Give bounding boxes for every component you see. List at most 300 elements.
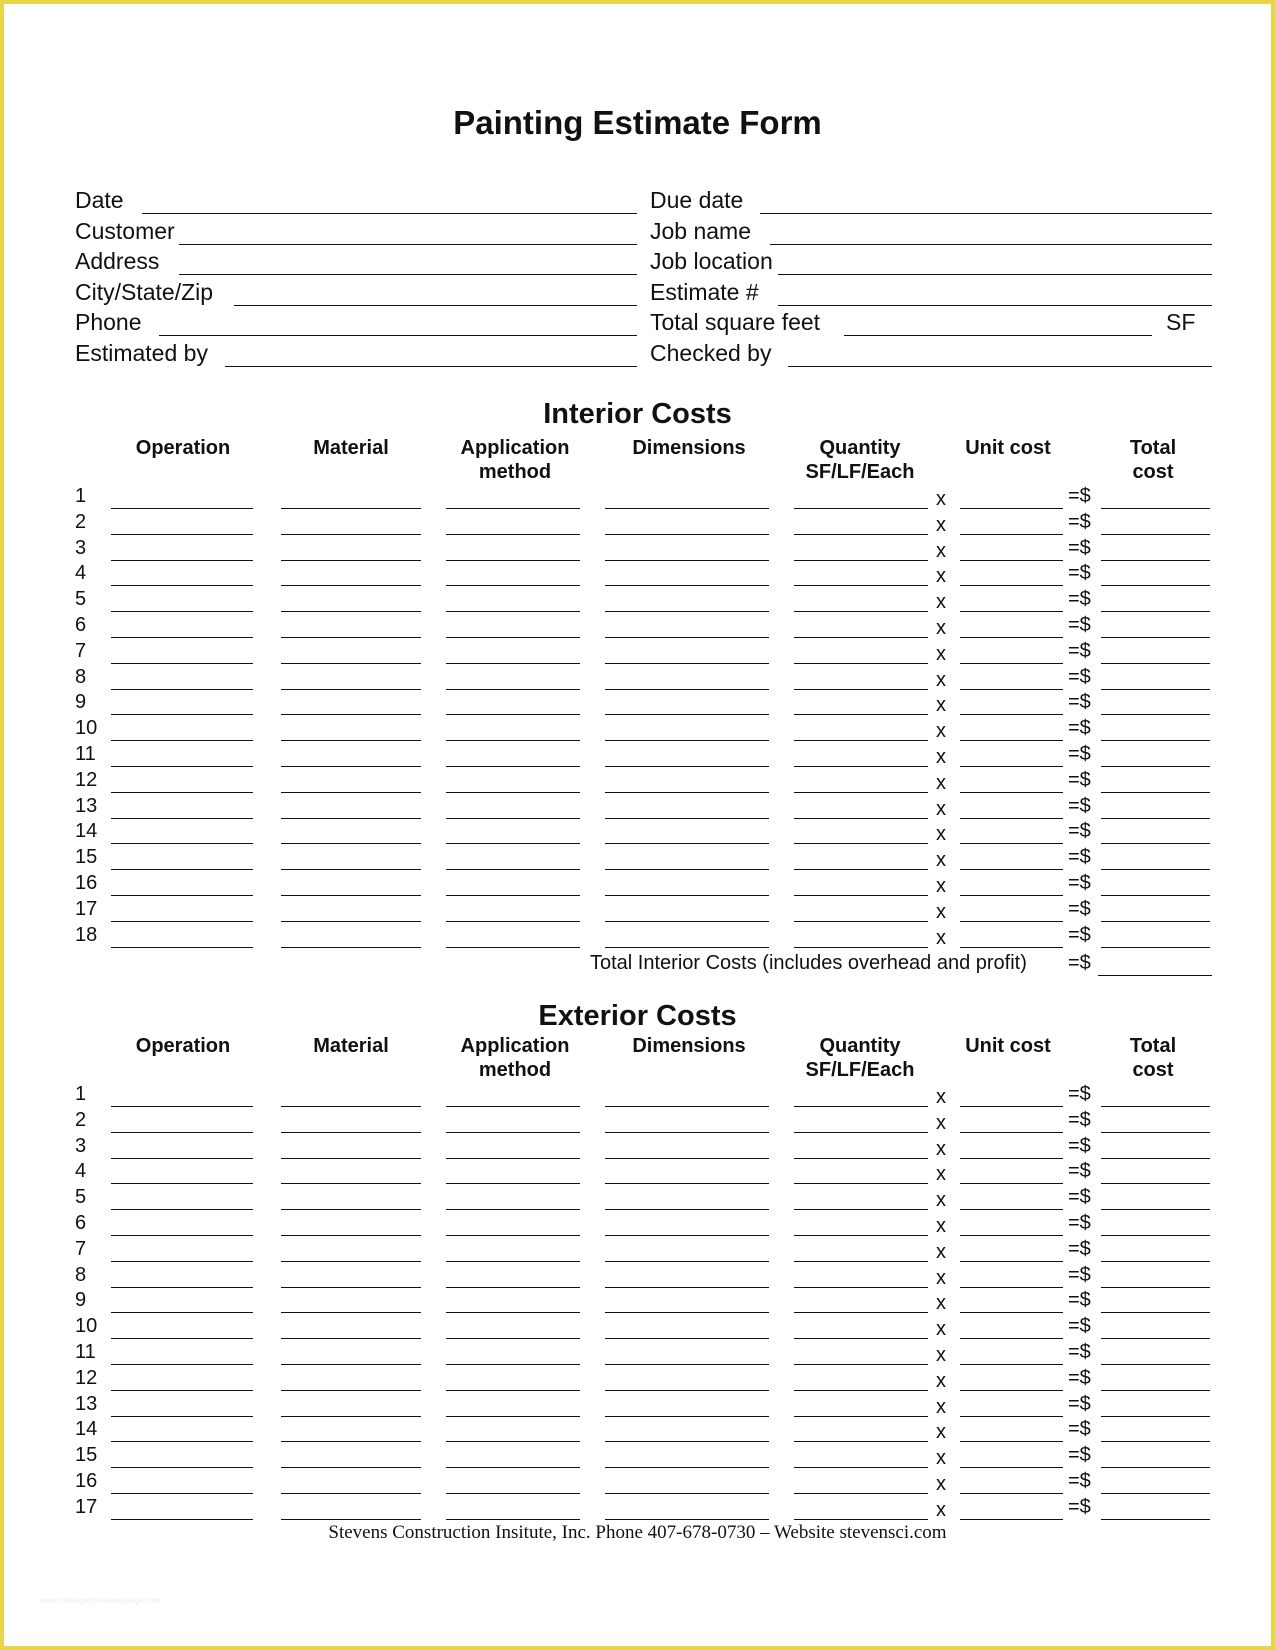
cell-input-line[interactable] [111, 1287, 253, 1288]
cell-input-line[interactable] [605, 1493, 769, 1494]
cell-input-line[interactable] [281, 637, 421, 638]
cell-input-line[interactable] [111, 1416, 253, 1417]
unit-cost-input-line[interactable] [960, 508, 1063, 509]
cell-input-line[interactable] [794, 663, 928, 664]
total-cost-input-line[interactable] [1101, 1364, 1210, 1365]
cell-input-line[interactable] [111, 1467, 253, 1468]
total-cost-input-line[interactable] [1101, 1519, 1210, 1520]
unit-cost-input-line[interactable] [960, 1132, 1063, 1133]
cell-input-line[interactable] [111, 869, 253, 870]
cell-input-line[interactable] [111, 921, 253, 922]
unit-cost-input-line[interactable] [960, 585, 1063, 586]
cell-input-line[interactable] [605, 1390, 769, 1391]
cell-input-line[interactable] [605, 1416, 769, 1417]
cell-input-line[interactable] [794, 1416, 928, 1417]
cell-input-line[interactable] [281, 611, 421, 612]
cell-input-line[interactable] [605, 585, 769, 586]
cell-input-line[interactable] [281, 1158, 421, 1159]
unit-cost-input-line[interactable] [960, 1416, 1063, 1417]
cell-input-line[interactable] [446, 1364, 580, 1365]
cell-input-line[interactable] [281, 1390, 421, 1391]
row-number: 7 [75, 639, 87, 662]
cell-input-line[interactable] [794, 1158, 928, 1159]
cell-input-line[interactable] [605, 895, 769, 896]
cell-input-line[interactable] [605, 1312, 769, 1313]
cell-input-line[interactable] [794, 1493, 928, 1494]
row-number: 4 [75, 1160, 87, 1183]
cell-input-line[interactable] [446, 1287, 580, 1288]
total-cost-input-line[interactable] [1101, 1287, 1210, 1288]
unit-cost-input-line[interactable] [960, 611, 1063, 612]
unit-cost-input-line[interactable] [960, 637, 1063, 638]
cell-input-line[interactable] [111, 1158, 253, 1159]
field-input-line[interactable] [788, 366, 1212, 367]
cell-input-line[interactable] [281, 1338, 421, 1339]
cell-input-line[interactable] [281, 663, 421, 664]
total-cost-input-line[interactable] [1101, 1235, 1210, 1236]
times-symbol: x [936, 1369, 946, 1392]
cell-input-line[interactable] [111, 1441, 253, 1442]
unit-cost-input-line[interactable] [960, 1441, 1063, 1442]
total-cost-input-line[interactable] [1101, 1467, 1210, 1468]
cell-input-line[interactable] [281, 1235, 421, 1236]
unit-cost-input-line[interactable] [960, 534, 1063, 535]
unit-cost-input-line[interactable] [960, 1209, 1063, 1210]
unit-cost-input-line[interactable] [960, 1519, 1063, 1520]
cell-input-line[interactable] [446, 1467, 580, 1468]
total-cost-input-line[interactable] [1101, 947, 1210, 948]
column-header-quantity: Quantity [819, 437, 901, 459]
field-label: Customer [75, 217, 175, 244]
unit-cost-input-line[interactable] [960, 869, 1063, 870]
column-header-total-cost: Total [1129, 437, 1177, 459]
equals-dollar-symbol: =$ [1068, 1495, 1091, 1518]
cell-input-line[interactable] [281, 818, 421, 819]
cell-input-line[interactable] [446, 792, 580, 793]
cell-input-line[interactable] [794, 714, 928, 715]
unit-cost-input-line[interactable] [960, 663, 1063, 664]
interior-heading: Interior Costs [543, 398, 732, 430]
cell-input-line[interactable] [281, 869, 421, 870]
cell-input-line[interactable] [281, 1467, 421, 1468]
cell-input-line[interactable] [446, 689, 580, 690]
cell-input-line[interactable] [111, 818, 253, 819]
total-cost-input-line[interactable] [1101, 663, 1210, 664]
field-input-line[interactable] [844, 335, 1152, 336]
cell-input-line[interactable] [281, 534, 421, 535]
cell-input-line[interactable] [794, 1519, 928, 1520]
cell-input-line[interactable] [794, 895, 928, 896]
cell-input-line[interactable] [794, 1183, 928, 1184]
total-cost-input-line[interactable] [1101, 921, 1210, 922]
unit-cost-input-line[interactable] [960, 1261, 1063, 1262]
cell-input-line[interactable] [446, 1183, 580, 1184]
cell-input-line[interactable] [111, 1312, 253, 1313]
cell-input-line[interactable] [446, 534, 580, 535]
unit-cost-input-line[interactable] [960, 1287, 1063, 1288]
total-cost-input-line[interactable] [1101, 1183, 1210, 1184]
unit-cost-input-line[interactable] [960, 1312, 1063, 1313]
cell-input-line[interactable] [446, 585, 580, 586]
interior-total-symbol: =$ [1068, 952, 1091, 974]
cell-input-line[interactable] [446, 740, 580, 741]
cell-input-line[interactable] [281, 1441, 421, 1442]
total-cost-input-line[interactable] [1101, 818, 1210, 819]
cell-input-line[interactable] [111, 714, 253, 715]
cell-input-line[interactable] [111, 1519, 253, 1520]
field-label: Estimate # [650, 278, 759, 305]
cell-input-line[interactable] [794, 921, 928, 922]
cell-input-line[interactable] [111, 508, 253, 509]
column-header-quantity: SF/LF/Each [805, 1059, 915, 1081]
row-number: 12 [75, 1366, 98, 1389]
cell-input-line[interactable] [605, 689, 769, 690]
cell-input-line[interactable] [281, 1519, 421, 1520]
cell-input-line[interactable] [794, 534, 928, 535]
field-input-line[interactable] [179, 274, 637, 275]
row-number: 1 [75, 1083, 87, 1105]
total-cost-input-line[interactable] [1101, 792, 1210, 793]
cell-input-line[interactable] [111, 947, 253, 948]
unit-cost-input-line[interactable] [960, 1158, 1063, 1159]
row-number: 6 [75, 614, 87, 636]
cell-input-line[interactable] [446, 560, 580, 561]
cell-input-line[interactable] [446, 1106, 580, 1107]
column-header-application: Application [460, 1035, 570, 1057]
unit-cost-input-line[interactable] [960, 1390, 1063, 1391]
cell-input-line[interactable] [281, 895, 421, 896]
cell-input-line[interactable] [281, 1183, 421, 1184]
field-label: Date [75, 187, 124, 213]
cell-input-line[interactable] [281, 1312, 421, 1313]
cell-input-line[interactable] [794, 1235, 928, 1236]
total-cost-input-line[interactable] [1101, 534, 1210, 535]
cell-input-line[interactable] [605, 792, 769, 793]
cell-input-line[interactable] [794, 1390, 928, 1391]
cell-input-line[interactable] [605, 869, 769, 870]
unit-cost-input-line[interactable] [960, 1106, 1063, 1107]
cell-input-line[interactable] [281, 792, 421, 793]
row-number: 7 [75, 1237, 87, 1260]
field-input-line[interactable] [179, 244, 637, 245]
total-cost-input-line[interactable] [1101, 1338, 1210, 1339]
cell-input-line[interactable] [111, 1209, 253, 1210]
total-cost-input-line[interactable] [1101, 766, 1210, 767]
cell-input-line[interactable] [281, 1493, 421, 1494]
cell-input-line[interactable] [111, 1364, 253, 1365]
total-cost-input-line[interactable] [1101, 1493, 1210, 1494]
cell-input-line[interactable] [111, 1132, 253, 1133]
cell-input-line[interactable] [794, 766, 928, 767]
unit-cost-input-line[interactable] [960, 1338, 1063, 1339]
field-input-line[interactable] [778, 274, 1212, 275]
cell-input-line[interactable] [605, 818, 769, 819]
column-header-application: method [478, 461, 552, 483]
unit-cost-input-line[interactable] [960, 843, 1063, 844]
row-number: 16 [75, 872, 98, 894]
total-cost-input-line[interactable] [1101, 1416, 1210, 1417]
cell-input-line[interactable] [605, 1183, 769, 1184]
cell-input-line[interactable] [794, 585, 928, 586]
equals-dollar-symbol: =$ [1068, 897, 1091, 920]
total-cost-input-line[interactable] [1101, 1390, 1210, 1391]
total-cost-input-line[interactable] [1101, 1106, 1210, 1107]
cell-input-line[interactable] [281, 1209, 421, 1210]
cell-input-line[interactable] [111, 1183, 253, 1184]
cell-input-line[interactable] [794, 1312, 928, 1313]
cell-input-line[interactable] [111, 740, 253, 741]
cell-input-line[interactable] [446, 1493, 580, 1494]
cell-input-line[interactable] [446, 1261, 580, 1262]
cell-input-line[interactable] [446, 663, 580, 664]
cell-input-line[interactable] [605, 1364, 769, 1365]
cell-input-line[interactable] [446, 1312, 580, 1313]
cell-input-line[interactable] [446, 1235, 580, 1236]
field-input-line[interactable] [234, 305, 637, 306]
cell-input-line[interactable] [794, 1261, 928, 1262]
cell-input-line[interactable] [446, 1416, 580, 1417]
equals-dollar-symbol: =$ [1068, 485, 1091, 507]
unit-cost-input-line[interactable] [960, 560, 1063, 561]
interior-total-field[interactable] [1098, 975, 1212, 976]
unit-cost-input-line[interactable] [960, 947, 1063, 948]
cell-input-line[interactable] [794, 1287, 928, 1288]
unit-cost-input-line[interactable] [960, 1493, 1063, 1494]
cell-input-line[interactable] [446, 869, 580, 870]
cell-input-line[interactable] [111, 689, 253, 690]
unit-cost-input-line[interactable] [960, 766, 1063, 767]
field-label: Job location [650, 248, 773, 274]
column-header-dimensions: Dimensions [632, 437, 746, 459]
total-cost-input-line[interactable] [1101, 1261, 1210, 1262]
cell-input-line[interactable] [111, 585, 253, 586]
column-header-dimensions: Dimensions [632, 1035, 746, 1057]
cell-input-line[interactable] [605, 637, 769, 638]
cell-input-line[interactable] [281, 843, 421, 844]
unit-cost-input-line[interactable] [960, 740, 1063, 741]
cell-input-line[interactable] [446, 1441, 580, 1442]
cell-input-line[interactable] [446, 843, 580, 844]
cell-input-line[interactable] [794, 1467, 928, 1468]
cell-input-line[interactable] [281, 1416, 421, 1417]
cell-input-line[interactable] [794, 689, 928, 690]
cell-input-line[interactable] [605, 1519, 769, 1520]
cell-input-line[interactable] [111, 1390, 253, 1391]
cell-input-line[interactable] [111, 611, 253, 612]
cell-input-line[interactable] [605, 766, 769, 767]
cell-input-line[interactable] [605, 714, 769, 715]
cell-input-line[interactable] [794, 869, 928, 870]
cell-input-line[interactable] [281, 689, 421, 690]
cell-input-line[interactable] [605, 1338, 769, 1339]
unit-cost-input-line[interactable] [960, 714, 1063, 715]
row-number: 13 [75, 794, 98, 817]
cell-input-line[interactable] [111, 1493, 253, 1494]
cell-input-line[interactable] [794, 740, 928, 741]
cell-input-line[interactable] [794, 1364, 928, 1365]
cell-input-line[interactable] [281, 560, 421, 561]
unit-cost-input-line[interactable] [960, 689, 1063, 690]
equals-dollar-symbol: =$ [1068, 1341, 1091, 1363]
cell-input-line[interactable] [605, 843, 769, 844]
total-cost-input-line[interactable] [1101, 1132, 1210, 1133]
unit-cost-input-line[interactable] [960, 1183, 1063, 1184]
column-header-operation: Operation [135, 437, 231, 459]
cell-input-line[interactable] [605, 921, 769, 922]
field-input-line[interactable] [159, 335, 637, 336]
times-symbol: x [936, 539, 946, 562]
field-input-line[interactable] [142, 213, 637, 214]
field-input-line[interactable] [760, 213, 1212, 214]
cell-input-line[interactable] [446, 508, 580, 509]
unit-cost-input-line[interactable] [960, 921, 1063, 922]
cell-input-line[interactable] [794, 947, 928, 948]
cell-input-line[interactable] [605, 1158, 769, 1159]
cell-input-line[interactable] [794, 637, 928, 638]
cell-input-line[interactable] [111, 663, 253, 664]
cell-input-line[interactable] [281, 1106, 421, 1107]
cell-input-line[interactable] [446, 611, 580, 612]
cell-input-line[interactable] [281, 921, 421, 922]
cell-input-line[interactable] [281, 1287, 421, 1288]
cell-input-line[interactable] [794, 1441, 928, 1442]
cell-input-line[interactable] [605, 1235, 769, 1236]
cell-input-line[interactable] [446, 1158, 580, 1159]
cell-input-line[interactable] [281, 1261, 421, 1262]
total-cost-input-line[interactable] [1101, 611, 1210, 612]
unit-cost-input-line[interactable] [960, 792, 1063, 793]
total-cost-input-line[interactable] [1101, 585, 1210, 586]
cell-input-line[interactable] [446, 1132, 580, 1133]
cell-input-line[interactable] [794, 508, 928, 509]
cell-input-line[interactable] [605, 611, 769, 612]
equals-dollar-symbol: =$ [1068, 588, 1091, 611]
row-number: 17 [75, 897, 98, 920]
field-input-line[interactable] [770, 244, 1212, 245]
field-input-line[interactable] [225, 366, 637, 367]
total-cost-input-line[interactable] [1101, 714, 1210, 715]
total-cost-input-line[interactable] [1101, 869, 1210, 870]
cell-input-line[interactable] [794, 843, 928, 844]
column-header-total-cost: cost [1132, 1059, 1174, 1081]
cell-input-line[interactable] [794, 1338, 928, 1339]
cell-input-line[interactable] [446, 766, 580, 767]
total-cost-input-line[interactable] [1101, 560, 1210, 561]
total-cost-input-line[interactable] [1101, 1441, 1210, 1442]
total-cost-input-line[interactable] [1101, 508, 1210, 509]
equals-dollar-symbol: =$ [1068, 717, 1091, 740]
total-cost-input-line[interactable] [1101, 637, 1210, 638]
cell-input-line[interactable] [111, 1261, 253, 1262]
cell-input-line[interactable] [794, 560, 928, 561]
cell-input-line[interactable] [446, 947, 580, 948]
cell-input-line[interactable] [605, 534, 769, 535]
unit-cost-input-line[interactable] [960, 895, 1063, 896]
cell-input-line[interactable] [605, 1106, 769, 1107]
cell-input-line[interactable] [281, 766, 421, 767]
cell-input-line[interactable] [281, 947, 421, 948]
cell-input-line[interactable] [111, 1235, 253, 1236]
unit-cost-input-line[interactable] [960, 1467, 1063, 1468]
cell-input-line[interactable] [446, 921, 580, 922]
cell-input-line[interactable] [111, 534, 253, 535]
cell-input-line[interactable] [605, 1287, 769, 1288]
cell-input-line[interactable] [605, 1261, 769, 1262]
cell-input-line[interactable] [605, 663, 769, 664]
cell-input-line[interactable] [446, 714, 580, 715]
row-number: 9 [75, 691, 87, 714]
cell-input-line[interactable] [446, 1209, 580, 1210]
cell-input-line[interactable] [111, 1106, 253, 1107]
cell-input-line[interactable] [111, 1338, 253, 1339]
total-cost-input-line[interactable] [1101, 1312, 1210, 1313]
cell-input-line[interactable] [794, 1209, 928, 1210]
cell-input-line[interactable] [111, 766, 253, 767]
cell-input-line[interactable] [111, 843, 253, 844]
cell-input-line[interactable] [605, 740, 769, 741]
unit-cost-input-line[interactable] [960, 818, 1063, 819]
cell-input-line[interactable] [446, 1519, 580, 1520]
equals-dollar-symbol: =$ [1068, 1470, 1091, 1492]
cell-input-line[interactable] [794, 792, 928, 793]
field-input-line[interactable] [778, 305, 1212, 306]
equals-dollar-symbol: =$ [1068, 1366, 1091, 1389]
cell-input-line[interactable] [281, 1364, 421, 1365]
cell-input-line[interactable] [281, 714, 421, 715]
cell-input-line[interactable] [446, 895, 580, 896]
times-symbol: x [936, 875, 946, 897]
cell-input-line[interactable] [605, 947, 769, 948]
times-symbol: x [936, 1111, 946, 1134]
cell-input-line[interactable] [281, 508, 421, 509]
total-cost-input-line[interactable] [1101, 843, 1210, 844]
cell-input-line[interactable] [794, 818, 928, 819]
cell-input-line[interactable] [794, 1106, 928, 1107]
cell-input-line[interactable] [605, 1441, 769, 1442]
unit-cost-input-line[interactable] [960, 1235, 1063, 1236]
cell-input-line[interactable] [446, 637, 580, 638]
row-number: 15 [75, 1444, 98, 1467]
cell-input-line[interactable] [281, 1132, 421, 1133]
cell-input-line[interactable] [111, 560, 253, 561]
cell-input-line[interactable] [281, 585, 421, 586]
cell-input-line[interactable] [446, 1338, 580, 1339]
cell-input-line[interactable] [605, 1209, 769, 1210]
cell-input-line[interactable] [281, 740, 421, 741]
cell-input-line[interactable] [446, 818, 580, 819]
total-cost-input-line[interactable] [1101, 1158, 1210, 1159]
cell-input-line[interactable] [794, 1132, 928, 1133]
column-header-material: Material [313, 437, 389, 459]
cell-input-line[interactable] [605, 560, 769, 561]
cell-input-line[interactable] [605, 1467, 769, 1468]
row-number: 12 [75, 768, 98, 791]
total-cost-input-line[interactable] [1101, 1209, 1210, 1210]
total-cost-input-line[interactable] [1101, 895, 1210, 896]
cell-input-line[interactable] [605, 1132, 769, 1133]
cell-input-line[interactable] [111, 895, 253, 896]
cell-input-line[interactable] [111, 792, 253, 793]
cell-input-line[interactable] [111, 637, 253, 638]
total-cost-input-line[interactable] [1101, 689, 1210, 690]
row-number: 11 [75, 1341, 96, 1363]
cell-input-line[interactable] [446, 1390, 580, 1391]
cell-input-line[interactable] [605, 508, 769, 509]
row-number: 14 [75, 1418, 98, 1441]
total-cost-input-line[interactable] [1101, 740, 1210, 741]
cell-input-line[interactable] [794, 611, 928, 612]
unit-cost-input-line[interactable] [960, 1364, 1063, 1365]
